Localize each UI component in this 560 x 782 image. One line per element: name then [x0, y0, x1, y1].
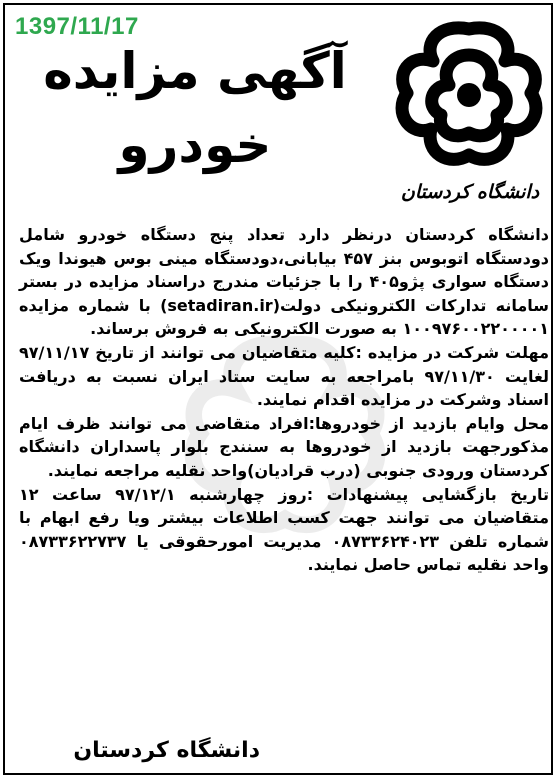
paragraph-visit: محل وایام بازدید از خودروها:افراد متقاضی می توانند ظرف ایام مذکورجهت بازدید از خودروها به سنندج بلوار پاسداران دانشگاه کردستان ورودی جنوبی (درب قرادیان)واحد نقلیه مراجعه نمایند.	[19, 413, 549, 480]
notice-title: آگهی مزایده	[43, 42, 347, 100]
notice-date: 1397/11/17	[15, 13, 139, 40]
logo-caption: دانشگاه کردستان	[400, 181, 540, 203]
university-logo-icon	[389, 15, 549, 173]
notice-body	[19, 223, 549, 577]
paragraph-opening: تاریخ بازگشایی پیشنهادات :روز چهارشنبه ۹۷/۱۲/۱ ساعت ۱۲ متقاضیان می توانند جهت کسب اطلاعات بیشتر ویا رفع ابهام با شماره تلفن ۰۸۷۳۳۶۲۴۰۲۳ مدیریت امورحقوقی یا ۰۸۷۳۳۶۲۲۷۳۷ واحد نقلیه تماس حاصل نمایند.	[19, 484, 550, 575]
paragraph-intro: دانشگاه کردستان درنظر دارد تعداد پنج دستگاه خودرو شامل دودستگاه اتوبوس بنز ۴۵۷ بیابانی،دودستگاه مینی بوس هیوندا ویک دستگاه سواری پژو۴۰۵ را با جزئیات مندرج دراسناد مزایده در بستر سامانه تدارکات الکترونیکی دولت(setadiran.ir) با شماره مزایده ۱۰۰۹۷۶۰۰۲۲۰۰۰۰۱ به صورت الکترونیکی به فروش برساند.	[19, 225, 550, 339]
paragraph-deadline: مهلت شرکت در مزایده :کلیه متقاضیان می توانند از تاریخ ۹۷/۱۱/۱۷ لغایت ۹۷/۱۱/۳۰ بامراجعه به سایت ستاد ایران نسبت به دریافت اسناد وشرکت در مزایده اقدام نمایند.	[19, 342, 549, 410]
signature: دانشگاه کردستان	[73, 738, 260, 763]
notice-frame	[3, 3, 553, 775]
notice-subtitle: خودرو	[118, 116, 272, 174]
